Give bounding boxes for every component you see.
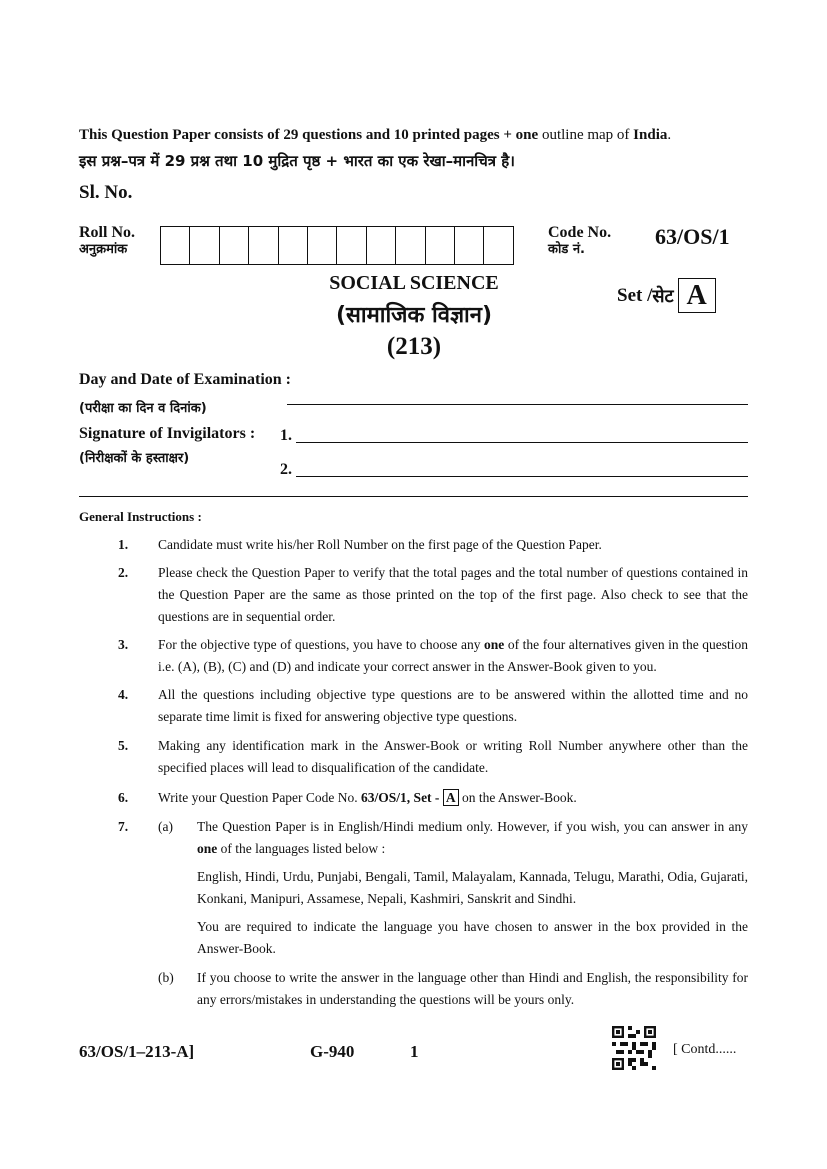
set-label-hi: सेट	[652, 285, 674, 307]
sub-item-label: (a)	[158, 819, 173, 834]
invigilator-1-number: 1.	[280, 427, 292, 444]
roll-box[interactable]	[161, 227, 190, 264]
instruction-text-a: For the objective type of questions, you have to choose any	[158, 637, 481, 652]
day-date-label: Day and Date of Examination :	[79, 371, 292, 388]
roll-box[interactable]	[220, 227, 249, 264]
instruction-text-b: on the Answer-Book.	[461, 790, 577, 805]
roll-box[interactable]	[367, 227, 396, 264]
set-inline-box: A	[443, 789, 459, 806]
invigilators-label: Signature of Invigilators :	[79, 425, 256, 442]
roll-number-boxes[interactable]	[160, 226, 514, 265]
sub-item-text	[197, 816, 748, 860]
subject-title	[300, 272, 528, 361]
instruction-text: All the questions including objective type questions are to be answered within the allotted time and no separate time limit is fixed for answering objective type questions.	[158, 687, 748, 724]
roll-box[interactable]	[279, 227, 308, 264]
set-indicator	[617, 278, 716, 313]
instruction-text	[158, 634, 748, 678]
footer-g-number: G-940	[310, 1042, 355, 1061]
header-text	[79, 127, 671, 144]
sub-item-text-1: The Question Paper is in English/Hindi medium only. However, if you wish, you can answer in any	[197, 819, 748, 834]
divider	[79, 496, 748, 497]
instruction-number: 2.	[118, 565, 129, 580]
general-instructions-title: General Instructions :	[79, 509, 202, 524]
code-number-en: Code No.	[548, 224, 612, 241]
set-label: Set /	[617, 284, 653, 306]
footer-code: 63/OS/1–213-A]	[79, 1042, 195, 1061]
roll-box[interactable]	[308, 227, 337, 264]
instruction-text	[158, 787, 748, 809]
instruction-text-bold: 63/OS/1, Set -	[361, 790, 440, 805]
sub-item-text-2: of the languages listed below :	[220, 841, 386, 856]
roll-box[interactable]	[396, 227, 425, 264]
instruction-text: Please check the Question Paper to verify that the total pages and the total number of questions contained in the Question Paper are the same as those printed on the top of the first page. Also check to see that the questions are in sequential order.	[158, 565, 748, 624]
continued-label: [ Contd......	[673, 1042, 737, 1057]
header-en-india: India	[633, 127, 668, 143]
instruction-text-a: Write your Question Paper Code No.	[158, 790, 358, 805]
code-number-value: 63/OS/1	[655, 224, 730, 249]
instruction-text-bold: one	[484, 637, 505, 652]
code-number-hi: कोड नं.	[548, 242, 585, 257]
set-box: A	[678, 278, 716, 313]
roll-number-hi: अनुक्रमांक	[79, 242, 128, 257]
roll-box[interactable]	[426, 227, 455, 264]
invigilator-1-line[interactable]	[296, 442, 748, 443]
subject-en: SOCIAL SCIENCE	[329, 272, 499, 294]
header-en-prefix: This Question Paper consists of 29 questions and 10 printed pages + one	[79, 127, 539, 143]
instruction-number: 5.	[118, 738, 129, 753]
instruction-number: 4.	[118, 687, 129, 702]
invigilator-2-number: 2.	[280, 461, 292, 478]
instruction-text: Candidate must write his/her Roll Number on the first page of the Question Paper.	[158, 537, 602, 552]
sub-item-label: (b)	[158, 970, 174, 985]
invigilator-2-line[interactable]	[296, 476, 748, 477]
roll-number-en: Roll No.	[79, 224, 135, 241]
instruction-number: 6.	[118, 790, 129, 805]
instruction-number: 7.	[118, 819, 129, 834]
serial-number-label: Sl. No.	[79, 182, 133, 203]
subject-hi: (सामाजिक विज्ञान)	[335, 303, 493, 328]
sub-item-bold: one	[197, 841, 218, 856]
invigilators-label-hi: (निरीक्षकों के हस्ताक्षर)	[79, 451, 190, 466]
sub-item-text: If you choose to write the answer in the language other than Hindi and English, the responsibility for any errors/mistakes in understanding the questions will be yours only.	[197, 970, 748, 1007]
code-number-label	[548, 224, 611, 258]
header-en-mid: outline map of	[541, 127, 630, 143]
roll-box[interactable]	[190, 227, 219, 264]
roll-box[interactable]	[455, 227, 484, 264]
roll-box[interactable]	[337, 227, 366, 264]
roll-box[interactable]	[484, 227, 512, 264]
header-hindi: इस प्रश्न–पत्र में 29 प्रश्न तथा 10 मुद्रित पृष्ठ + भारत का एक रेखा–मानचित्र है।	[79, 152, 515, 170]
roll-number-label	[79, 224, 135, 258]
instruction-text: Making any identification mark in the Answer-Book or writing Roll Number anywhere other than the specified places will lead to disqualification of the candidate.	[158, 738, 748, 775]
instruction-number: 1.	[118, 537, 129, 552]
qr-code-icon	[612, 1026, 656, 1070]
day-date-line[interactable]	[287, 404, 748, 405]
instruction-text-b: of the four alternatives given in the question i.e. (A), (B), (C) and (D) and indicate your correct answer in the Answer-Book given to you.	[158, 637, 749, 674]
indicate-language-text: You are required to indicate the language you have chosen to answer in the box provided in the Answer-Book.	[197, 919, 748, 956]
header-en-end: .	[667, 127, 672, 143]
subject-number: (213)	[386, 333, 442, 360]
day-date-label-hi: (परीक्षा का दिन व दिनांक)	[79, 401, 207, 416]
page-number: 1	[410, 1042, 419, 1061]
instruction-number: 3.	[118, 637, 129, 652]
languages-list: English, Hindi, Urdu, Punjabi, Bengali, Tamil, Malayalam, Kannada, Telugu, Marathi, Odia, Gujarati, Konkani, Manipuri, Assamese, Nepali, Kashmiri, Sanskrit and Sindhi.	[197, 869, 748, 906]
roll-box[interactable]	[249, 227, 278, 264]
